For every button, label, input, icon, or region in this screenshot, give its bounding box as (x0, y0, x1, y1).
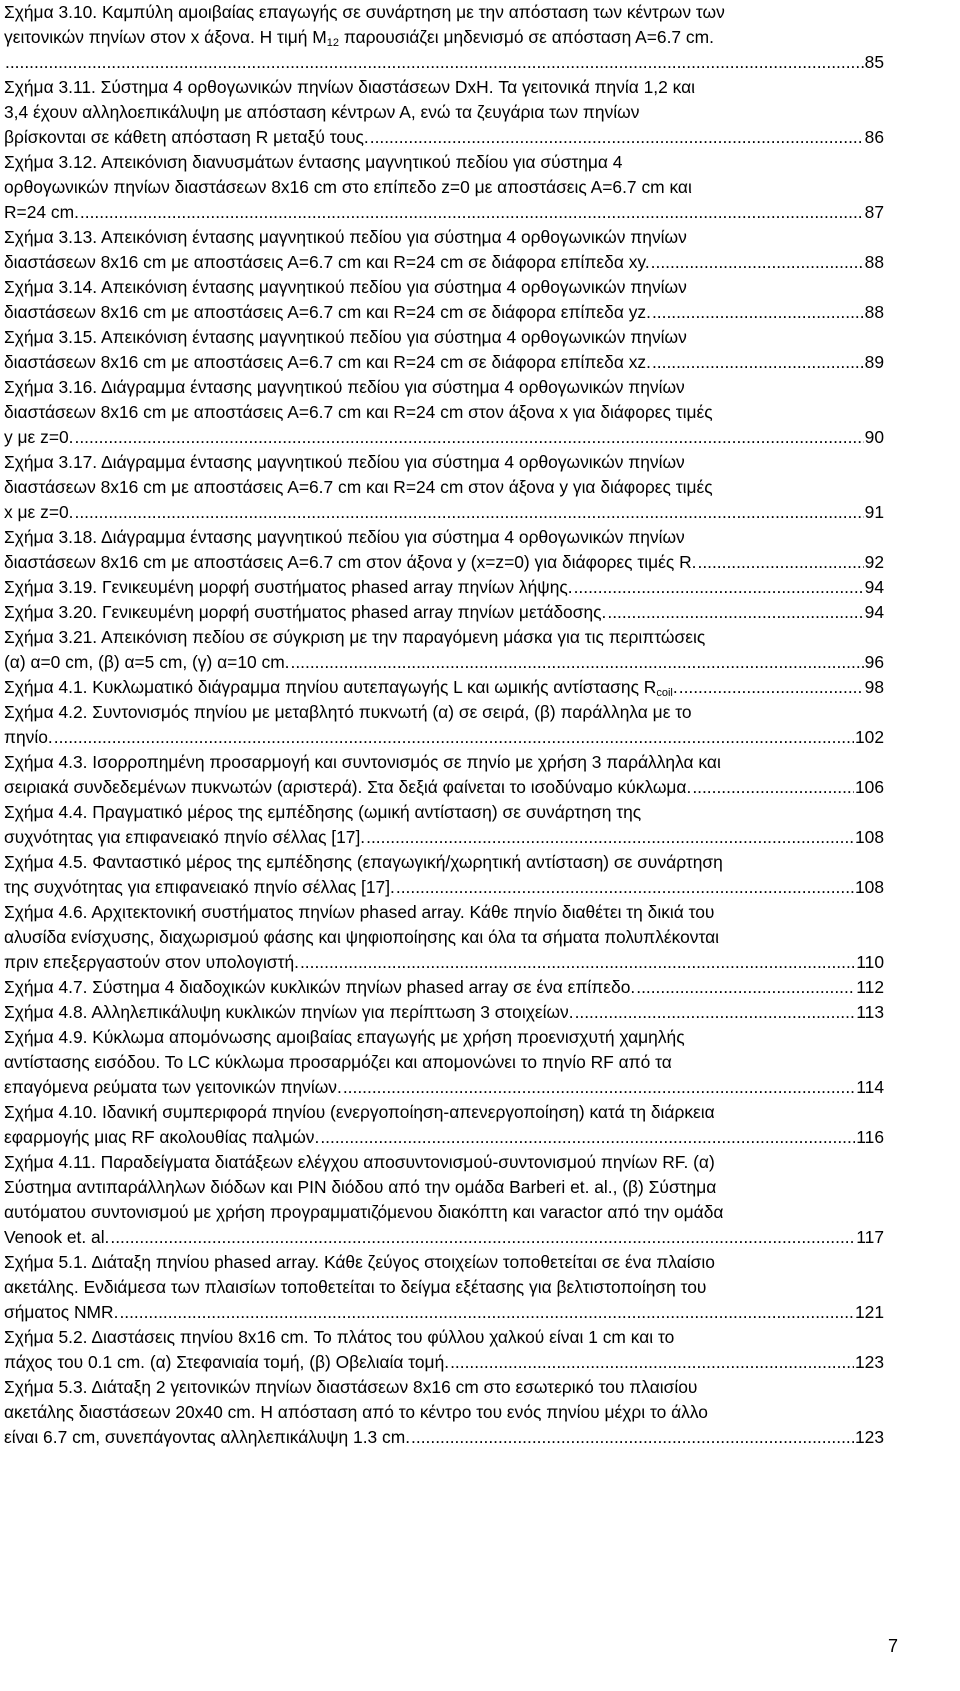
toc-entry-text: R=24 cm. (4, 202, 79, 222)
toc-entry[interactable] (4, 0, 884, 75)
toc-entry-line: Σχήμα 3.17. Διάγραμμα έντασης μαγνητικού πεδίου για σύστημα 4 ορθογωνικών πηνίων (4, 452, 685, 472)
toc-entry[interactable] (4, 600, 884, 625)
toc-page-number: 106 (854, 777, 884, 797)
toc-entry-text: Σχήμα 3.20. Γενικευμένη μορφή συστήματος phased array πηνίων μετάδοσης. (4, 602, 607, 622)
toc-entry-line: ορθογωνικών πηνίων διαστάσεων 8x16 cm στο επίπεδο z=0 με αποστάσεις Α=6.7 cm και (4, 177, 692, 197)
dot-leader (450, 1350, 854, 1375)
dot-leader (679, 675, 864, 700)
toc-page-number: 98 (864, 677, 884, 697)
toc-page-number: 117 (856, 1227, 884, 1247)
toc-entry-line: Σχήμα 3.11. Σύστημα 4 ορθογωνικών πηνίων διαστάσεων DxH. Τα γειτονικά πηνία 1,2 και (4, 77, 696, 97)
subscript: coil (656, 687, 673, 699)
toc-entry-line: αλυσίδα ενίσχυσης, διαχωρισμού φάσης και ψηφιοποίησης και όλα τα σήματα πολυπλέκονται (4, 927, 720, 947)
toc-entry-line: Σχήμα 5.3. Διάταξη 2 γειτονικών πηνίων διαστάσεων 8x16 cm στο εσωτερικό του πλαισίου (4, 1377, 698, 1397)
toc-page-number: 113 (856, 1002, 884, 1022)
toc-entry[interactable] (4, 750, 884, 800)
toc-page-number: 86 (864, 127, 884, 147)
toc-entry-text: διαστάσεων 8x16 cm με αποστάσεις Α=6.7 cm και R=24 cm σε διάφορα επίπεδα xy. (4, 252, 650, 272)
toc-entry-last-line (4, 1075, 884, 1100)
toc-page-number: 88 (864, 252, 884, 272)
toc-entry-text: σειριακά συνδεδεμένων πυκνωτών (αριστερά). Στα δεξιά φαίνεται το ισοδύναμο κύκλωμα. (4, 777, 692, 797)
toc-entry[interactable] (4, 675, 884, 700)
toc-entry-last-line (4, 550, 884, 575)
toc-entry[interactable] (4, 450, 884, 525)
toc-entry-line: διαστάσεων 8x16 cm με αποστάσεις Α=6.7 cm και R=24 cm στον άξονα y για διάφορες τιμές (4, 477, 713, 497)
toc-entry-line: Σχήμα 4.6. Αρχιτεκτονική συστήματος πηνίων phased array. Κάθε πηνίο διαθέτει τη δικιά του (4, 902, 715, 922)
toc-entry-line: Σχήμα 3.16. Διάγραμμα έντασης μαγνητικού πεδίου για σύστημα 4 ορθογωνικών πηνίων (4, 377, 685, 397)
toc-entry-line: ακετάλης. Ενδιάμεσα των πλαισίων τοποθετείται το δείγμα εξέτασης για βελτιστοποίηση του (4, 1277, 707, 1297)
toc-entry[interactable] (4, 1100, 884, 1150)
toc-entry-last-line (4, 50, 884, 75)
toc-entry-text: Σχήμα 4.8. Αλληλεπικάλυψη κυκλικών πηνίων για περίπτωση 3 στοιχείων. (4, 1002, 574, 1022)
toc-entry[interactable] (4, 625, 884, 675)
toc-entry[interactable] (4, 1150, 884, 1250)
toc-entry[interactable] (4, 325, 884, 375)
toc-page-number: 96 (864, 652, 884, 672)
toc-entry[interactable] (4, 275, 884, 325)
dot-leader (697, 550, 863, 575)
toc-entry-last-line (4, 575, 884, 600)
dot-leader (80, 200, 864, 225)
toc-page-number: 102 (854, 727, 884, 747)
toc-entry[interactable] (4, 850, 884, 900)
toc-entry-line: Σχήμα 3.12. Απεικόνιση διανυσμάτων έντασης μαγνητικού πεδίου για σύστημα 4 (4, 152, 623, 172)
toc-page-number: 116 (856, 1127, 884, 1147)
toc-entry[interactable] (4, 1325, 884, 1375)
dot-leader (411, 1425, 854, 1450)
toc-entry-last-line (4, 1000, 884, 1025)
toc-entry-line: Σχήμα 5.1. Διάταξη πηνίου phased array. Κάθε ζεύγος στοιχείων τοποθετείται σε ένα πλαίσιο (4, 1252, 715, 1272)
toc-page-number: 123 (854, 1427, 884, 1447)
toc-entry-line: Σχήμα 3.21. Απεικόνιση πεδίου σε σύγκριση με την παραγόμενη μάσκα για τις περιπτώσεις (4, 627, 706, 647)
toc-entry-last-line (4, 675, 884, 700)
toc-entry-line: Σχήμα 4.10. Ιδανική συμπεριφορά πηνίου (ενεργοποίηση-απενεργοποίηση) κατά τη διάρκεια (4, 1102, 715, 1122)
dot-leader (75, 500, 864, 525)
toc-entry-last-line (4, 975, 884, 1000)
toc-entry[interactable] (4, 525, 884, 575)
toc-page-number: 110 (856, 952, 884, 972)
dot-leader (636, 975, 855, 1000)
toc-entry-last-line (4, 350, 884, 375)
toc-entry-line: Σχήμα 4.5. Φανταστικό μέρος της εμπέδησης (επαγωγική/χωρητική αντίσταση) σε συνάρτηση (4, 852, 723, 872)
toc-entry[interactable] (4, 375, 884, 450)
toc-entry-last-line (4, 600, 884, 625)
dot-leader (54, 725, 854, 750)
dot-leader (343, 1075, 855, 1100)
toc-entry-line: αντίστασης εισόδου. Το LC κύκλωμα προσαρμόζει και απομονώνει το πηνίο RF από τα (4, 1052, 672, 1072)
dot-leader (652, 350, 864, 375)
toc-page-number: 90 (864, 427, 884, 447)
toc-entry-line: αυτόματου συντονισμού με χρήση προγραμματιζόμενου διακόπτη και varactor από την ομάδα (4, 1202, 724, 1222)
toc-entry-last-line (4, 300, 884, 325)
toc-entry-text: Venook et. al. (4, 1227, 110, 1247)
toc-entry-text: εφαρμογής μιας RF ακολουθίας παλμών. (4, 1127, 320, 1147)
toc-entry[interactable] (4, 800, 884, 850)
toc-page-number: 94 (864, 602, 884, 622)
toc-entry[interactable] (4, 900, 884, 975)
dot-leader (692, 775, 854, 800)
toc-entry-line: Σχήμα 5.2. Διαστάσεις πηνίου 8x16 cm. Το πλάτος του φύλλου χαλκού είναι 1 cm και το (4, 1327, 675, 1347)
toc-page-number: 121 (854, 1302, 884, 1322)
dot-leader (110, 1225, 855, 1250)
dot-leader (366, 825, 854, 850)
toc-entry-last-line (4, 725, 884, 750)
toc-entry-text: Σχήμα 3.19. Γενικευμένη μορφή συστήματος phased array πηνίων λήψης. (4, 577, 573, 597)
toc-entry-line: Σχήμα 4.4. Πραγματικό μέρος της εμπέδησης (ωμική αντίσταση) σε συνάρτηση της (4, 802, 642, 822)
dot-leader (574, 575, 864, 600)
toc-entry-last-line (4, 1350, 884, 1375)
toc-page-number: 92 (864, 552, 884, 572)
dot-leader (651, 250, 864, 275)
toc-entry-last-line (4, 500, 884, 525)
toc-entry-text: πριν επεξεργαστούν στον υπολογιστή. (4, 952, 299, 972)
dot-leader (75, 425, 864, 450)
toc-page-number: 88 (864, 302, 884, 322)
dot-leader (300, 950, 855, 975)
toc-entry[interactable] (4, 150, 884, 225)
dot-leader (320, 1125, 855, 1150)
toc-entry-text: επαγόμενα ρεύματα των γειτονικών πηνίων. (4, 1077, 342, 1097)
toc-page-number: 114 (856, 1077, 884, 1097)
toc-entry-text: x με z=0. (4, 502, 74, 522)
toc-entry-line: Σχήμα 4.3. Ισορροπημένη προσαρμογή και συντονισμός σε πηνίο με χρήση 3 παράλληλα και (4, 752, 721, 772)
toc-page-number: 87 (864, 202, 884, 222)
toc-entry-last-line (4, 1300, 884, 1325)
toc-entry-line: διαστάσεων 8x16 cm με αποστάσεις Α=6.7 cm και R=24 cm στον άξονα x για διάφορες τιμές (4, 402, 713, 422)
toc-entry-last-line (4, 250, 884, 275)
toc-entry[interactable] (4, 1375, 884, 1450)
toc-entry-text: βρίσκονται σε κάθετη απόσταση R μεταξύ τους. (4, 127, 369, 147)
toc-entry-text: (α) α=0 cm, (β) α=5 cm, (γ) α=10 cm. (4, 652, 290, 672)
dot-leader (5, 50, 864, 75)
dot-leader (652, 300, 864, 325)
toc-entry-last-line (4, 650, 884, 675)
toc-entry-line: Σχήμα 3.13. Απεικόνιση έντασης μαγνητικού πεδίου για σύστημα 4 ορθογωνικών πηνίων (4, 227, 687, 247)
toc-entry[interactable] (4, 1250, 884, 1325)
toc-entry-last-line (4, 950, 884, 975)
toc-page-number: 123 (854, 1352, 884, 1372)
toc-entry[interactable] (4, 700, 884, 750)
page-number: 7 (887, 1636, 898, 1656)
toc-entry-last-line (4, 775, 884, 800)
dot-leader (119, 1300, 854, 1325)
toc-entry-text: Σχήμα 4.7. Σύστημα 4 διαδοχικών κυκλικών πηνίων phased array σε ένα επίπεδο. (4, 977, 636, 997)
toc-entry-text: συχνότητας για επιφανειακό πηνίο σέλλας [17]. (4, 827, 366, 847)
toc-entry-last-line (4, 1225, 884, 1250)
toc-entry-text: σήματος NMR. (4, 1302, 119, 1322)
toc-entry-line: Σχήμα 4.2. Συντονισμός πηνίου με μεταβλητό πυκνωτή (α) σε σειρά, (β) παράλληλα με το (4, 702, 692, 722)
dot-leader (607, 600, 863, 625)
toc-page-number: 112 (856, 977, 884, 997)
toc-page-number: 108 (854, 877, 884, 897)
toc-entry-line: Σχήμα 4.9. Κύκλωμα απομόνωσης αμοιβαίας επαγωγής με χρήση προενισχυτή χαμηλής (4, 1027, 685, 1047)
toc-entry-line: 3,4 έχουν αλληλοεπικάλυψη με απόσταση κέντρων Α, ενώ τα ζευγάρια των πηνίων (4, 102, 640, 122)
toc-entry-line: Σχήμα 3.18. Διάγραμμα έντασης μαγνητικού πεδίου για σύστημα 4 ορθογωνικών πηνίων (4, 527, 685, 547)
toc-entry-line: Σχήμα 3.14. Απεικόνιση έντασης μαγνητικού πεδίου για σύστημα 4 ορθογωνικών πηνίων (4, 277, 687, 297)
toc-entry-text: πάχος του 0.1 cm. (α) Στεφανιαία τομή, (β) Οβελιαία τομή. (4, 1352, 450, 1372)
toc-entry-last-line (4, 1125, 884, 1150)
subscript: 12 (326, 37, 340, 49)
toc-entry-line: Σχήμα 3.15. Απεικόνιση έντασης μαγνητικού πεδίου για σύστημα 4 ορθογωνικών πηνίων (4, 327, 687, 347)
toc-entry[interactable] (4, 225, 884, 275)
toc-entry[interactable] (4, 1025, 884, 1100)
toc-entry[interactable] (4, 975, 884, 1000)
toc-entry-text: Σχήμα 4.1. Κυκλωματικό διάγραμμα πηνίου αυτεπαγωγής L και ωμικής αντίστασης $R_{coil}$. (4, 677, 678, 699)
toc-entry-line: ακετάλης διαστάσεων 20x40 cm. Η απόσταση από το κέντρο του ενός πηνίου μέχρι το άλλο (4, 1402, 708, 1422)
dot-leader (370, 125, 864, 150)
toc-entry-last-line (4, 125, 884, 150)
toc-page-number: 108 (854, 827, 884, 847)
toc-page-number: 91 (864, 502, 884, 522)
toc-entry-text: y με z=0. (4, 427, 74, 447)
toc-entry[interactable] (4, 575, 884, 600)
toc-entry-text: της συχνότητας για επιφανειακό πηνίο σέλλας [17]. (4, 877, 395, 897)
toc-entry-last-line (4, 425, 884, 450)
toc-page-number: 85 (864, 52, 884, 72)
toc-entry-line-tail: παρουσιάζει μηδενισμό σε απόσταση Α=6.7 cm. (339, 27, 714, 47)
toc-page-number: 94 (864, 577, 884, 597)
toc-entry-text: είναι 6.7 cm, συνεπάγοντας αλληλεπικάλυψη 1.3 cm. (4, 1427, 411, 1447)
dot-leader (396, 875, 854, 900)
toc-entry-line: Σχήμα 3.10. Καμπύλη αμοιβαίας επαγωγής σε συνάρτηση με την απόσταση των κέντρων των (4, 2, 725, 22)
toc-entry-last-line (4, 1425, 884, 1450)
toc-entry[interactable] (4, 75, 884, 150)
toc-entry-line: γειτονικών πηνίων στον x άξονα. Η τιμή $M_{12}$ παρουσιάζει μηδενισμό σε απόσταση Α=6.7 cm. (4, 27, 714, 49)
toc-entry-text: διαστάσεων 8x16 cm με αποστάσεις Α=6.7 cm στον άξονα y (x=z=0) για διάφορες τιμές R. (4, 552, 697, 572)
toc-entry-text: διαστάσεων 8x16 cm με αποστάσεις Α=6.7 cm και R=24 cm σε διάφορα επίπεδα xz. (4, 352, 651, 372)
toc-entry-text: πηνίο. (4, 727, 53, 747)
toc-entry-last-line (4, 200, 884, 225)
toc-entry-line: Σύστημα αντιπαράλληλων διόδων και PIN διόδου από την ομάδα Barberi et. al., (β) Σύστημα (4, 1177, 717, 1197)
toc-entry[interactable] (4, 1000, 884, 1025)
toc-entry-line: Σχήμα 4.11. Παραδείγματα διατάξεων ελέγχου αποσυντονισμού-συντονισμού πηνίων RF. (α) (4, 1152, 715, 1172)
toc-entry-last-line (4, 825, 884, 850)
toc-page-number: 89 (864, 352, 884, 372)
dot-leader (291, 650, 864, 675)
toc-entry-text: διαστάσεων 8x16 cm με αποστάσεις Α=6.7 cm και R=24 cm σε διάφορα επίπεδα yz. (4, 302, 651, 322)
list-of-figures (4, 0, 884, 1450)
dot-leader (575, 1000, 856, 1025)
toc-entry-last-line (4, 875, 884, 900)
